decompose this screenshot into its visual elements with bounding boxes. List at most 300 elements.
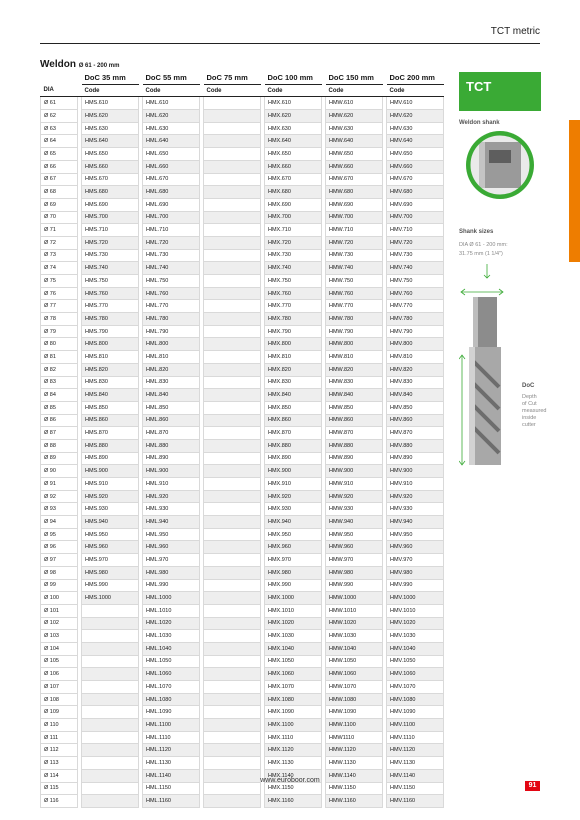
code-cell <box>82 757 139 770</box>
code-cell: HMX.900 <box>265 465 322 478</box>
code-cell: HMV.690 <box>387 198 444 211</box>
table-row <box>41 490 444 503</box>
code-cell <box>82 668 139 681</box>
code-cell <box>204 452 261 465</box>
table-row <box>41 173 444 186</box>
dia-cell: Ø 78 <box>41 313 78 326</box>
code-cell: HMW.1100 <box>326 719 383 732</box>
code-cell: HMX.780 <box>265 313 322 326</box>
doc-desc-line: Depth <box>522 394 537 400</box>
dia-cell: Ø 99 <box>41 579 78 592</box>
code-cell: HML.620 <box>143 110 200 123</box>
code-cell: HMS.750 <box>82 275 139 288</box>
code-cell: HMW.880 <box>326 439 383 452</box>
code-cell: HMX.840 <box>265 389 322 402</box>
code-cell: HML.1000 <box>143 592 200 605</box>
code-cell: HMX.760 <box>265 287 322 300</box>
code-cell: HMS.900 <box>82 465 139 478</box>
code-cell <box>204 439 261 452</box>
dia-cell: Ø 97 <box>41 554 78 567</box>
code-cell: HMX.700 <box>265 211 322 224</box>
code-cell <box>204 300 261 313</box>
code-cell: HMS.740 <box>82 262 139 275</box>
table-row <box>41 731 444 744</box>
table-row <box>41 503 444 516</box>
code-cell <box>204 731 261 744</box>
code-cell <box>204 617 261 630</box>
code-cell: HML.1120 <box>143 744 200 757</box>
code-cell: HMX.810 <box>265 351 322 364</box>
code-cell: HMX.930 <box>265 503 322 516</box>
code-cell: HMX.740 <box>265 262 322 275</box>
code-cell: HMX.920 <box>265 490 322 503</box>
code-cell: HMW.1130 <box>326 757 383 770</box>
code-cell: HML.950 <box>143 528 200 541</box>
dia-cell: Ø 88 <box>41 439 78 452</box>
code-cell <box>204 490 261 503</box>
code-cell: HMW.610 <box>326 97 383 110</box>
section-title: TCT metric <box>490 26 540 37</box>
code-cell: HML.970 <box>143 554 200 567</box>
weldon-shank-label: Weldon shank <box>459 120 500 126</box>
code-cell <box>204 275 261 288</box>
code-cell: HMS.760 <box>82 287 139 300</box>
footer-url: www.euroboor.com <box>260 777 320 784</box>
code-cell: HMX.720 <box>265 236 322 249</box>
code-cell: HMS.660 <box>82 160 139 173</box>
table-body <box>41 97 444 808</box>
code-cell <box>204 668 261 681</box>
code-cell: HML.960 <box>143 541 200 554</box>
dia-cell: Ø 110 <box>41 719 78 732</box>
code-cell: HMW.1060 <box>326 668 383 681</box>
table-row <box>41 287 444 300</box>
code-cell: HML.940 <box>143 516 200 529</box>
tct-badge: TCT <box>459 72 541 111</box>
code-cell: HMS.890 <box>82 452 139 465</box>
code-cell: HMV.1040 <box>387 642 444 655</box>
code-cell: HML.830 <box>143 376 200 389</box>
code-cell: HMV.870 <box>387 427 444 440</box>
code-cell <box>204 135 261 148</box>
code-cell: HMX.730 <box>265 249 322 262</box>
code-cell: HMW.1050 <box>326 655 383 668</box>
code-cell: HMW.740 <box>326 262 383 275</box>
table-row <box>41 592 444 605</box>
code-cell: HML.660 <box>143 160 200 173</box>
dia-cell: Ø 104 <box>41 642 78 655</box>
code-cell: HMX.950 <box>265 528 322 541</box>
code-cell: HML.780 <box>143 313 200 326</box>
code-cell <box>204 401 261 414</box>
code-cell: HMV.680 <box>387 186 444 199</box>
shank-sizes-line: DIA Ø 61 - 200 mm: <box>459 242 508 248</box>
dia-cell: Ø 83 <box>41 376 78 389</box>
table-row <box>41 681 444 694</box>
code-cell: HMW.1000 <box>326 592 383 605</box>
code-cell: HMS.680 <box>82 186 139 199</box>
table-row <box>41 313 444 326</box>
doc-label: DoC <box>522 383 535 389</box>
table-row <box>41 236 444 249</box>
code-cell: HMX.800 <box>265 338 322 351</box>
code-header: Code <box>143 84 200 97</box>
code-cell: HMW.970 <box>326 554 383 567</box>
code-cell: HMX.640 <box>265 135 322 148</box>
dia-cell: Ø 100 <box>41 592 78 605</box>
code-cell: HMV.910 <box>387 478 444 491</box>
code-cell: HMX.710 <box>265 224 322 237</box>
doc-desc-line: inside <box>522 415 537 421</box>
code-cell: HMW.950 <box>326 528 383 541</box>
code-cell: HML.1110 <box>143 731 200 744</box>
code-cell: HML.760 <box>143 287 200 300</box>
code-cell: HMW.760 <box>326 287 383 300</box>
table-row <box>41 719 444 732</box>
code-cell: HMX.990 <box>265 579 322 592</box>
dia-cell: Ø 65 <box>41 148 78 161</box>
code-cell: HMS.640 <box>82 135 139 148</box>
code-cell <box>204 503 261 516</box>
code-cell: HMV.1150 <box>387 782 444 795</box>
code-cell <box>204 693 261 706</box>
code-cell <box>204 363 261 376</box>
code-cell: HMW.830 <box>326 376 383 389</box>
code-cell: HMS.770 <box>82 300 139 313</box>
code-cell: HMW.840 <box>326 389 383 402</box>
code-cell: HMX.610 <box>265 97 322 110</box>
code-cell: HMV.840 <box>387 389 444 402</box>
code-cell: HMW.730 <box>326 249 383 262</box>
code-cell: HMW.650 <box>326 148 383 161</box>
code-cell: HMX.1130 <box>265 757 322 770</box>
code-cell: HMW.790 <box>326 325 383 338</box>
table-row <box>41 439 444 452</box>
code-cell: HMW.890 <box>326 452 383 465</box>
code-cell: HMV.1050 <box>387 655 444 668</box>
code-cell: HMX.850 <box>265 401 322 414</box>
code-cell: HML.910 <box>143 478 200 491</box>
code-cell <box>82 617 139 630</box>
code-cell: HMX.940 <box>265 516 322 529</box>
code-cell: HMV.960 <box>387 541 444 554</box>
dia-cell: Ø 94 <box>41 516 78 529</box>
code-cell: HMV.900 <box>387 465 444 478</box>
code-cell: HML.1020 <box>143 617 200 630</box>
doc-header: DoC 150 mm <box>326 72 383 84</box>
code-cell: HMS.830 <box>82 376 139 389</box>
code-cell: HMV.800 <box>387 338 444 351</box>
dia-cell: Ø 86 <box>41 414 78 427</box>
code-cell: HMV.670 <box>387 173 444 186</box>
dia-header-spacer <box>41 72 78 84</box>
dia-cell: Ø 72 <box>41 236 78 249</box>
code-cell: HML.1150 <box>143 782 200 795</box>
code-cell: HMW.690 <box>326 198 383 211</box>
code-cell: HMV.660 <box>387 160 444 173</box>
code-cell: HMS.780 <box>82 313 139 326</box>
code-cell: HMV.920 <box>387 490 444 503</box>
table-row <box>41 376 444 389</box>
code-cell <box>82 719 139 732</box>
code-cell: HMX.1140 <box>265 769 322 782</box>
code-cell: HML.990 <box>143 579 200 592</box>
code-cell: HML.1130 <box>143 757 200 770</box>
code-cell: HMW.1080 <box>326 693 383 706</box>
dia-cell: Ø 80 <box>41 338 78 351</box>
code-cell: HMV.890 <box>387 452 444 465</box>
code-cell: HMW.860 <box>326 414 383 427</box>
code-cell: HMX.820 <box>265 363 322 376</box>
code-cell <box>204 592 261 605</box>
code-cell: HMX.1050 <box>265 655 322 668</box>
dia-cell: Ø 61 <box>41 97 78 110</box>
code-cell: HMS.650 <box>82 148 139 161</box>
code-cell: HMV.740 <box>387 262 444 275</box>
dia-cell: Ø 75 <box>41 275 78 288</box>
code-cell: HMS.920 <box>82 490 139 503</box>
code-cell: HMW.1090 <box>326 706 383 719</box>
dia-cell: Ø 115 <box>41 782 78 795</box>
code-cell: HML.800 <box>143 338 200 351</box>
code-cell: HMV.1060 <box>387 668 444 681</box>
code-cell <box>204 630 261 643</box>
code-header: Code <box>387 84 444 97</box>
code-cell: HMW.960 <box>326 541 383 554</box>
table-row <box>41 516 444 529</box>
table-row <box>41 757 444 770</box>
table-row <box>41 110 444 123</box>
table-row <box>41 668 444 681</box>
code-cell: HML.1140 <box>143 769 200 782</box>
code-cell: HMV.1030 <box>387 630 444 643</box>
code-cell <box>204 642 261 655</box>
code-cell: HMS.950 <box>82 528 139 541</box>
dia-cell: Ø 69 <box>41 198 78 211</box>
code-cell: HMX.870 <box>265 427 322 440</box>
code-cell: HMX.1110 <box>265 731 322 744</box>
code-cell: HMX.1100 <box>265 719 322 732</box>
shank-sizes-label: Shank sizes <box>459 229 494 235</box>
code-cell: HMV.1120 <box>387 744 444 757</box>
doc-desc-line: measured <box>522 408 547 414</box>
code-cell <box>82 795 139 808</box>
code-cell: HMX.1070 <box>265 681 322 694</box>
dia-cell: Ø 62 <box>41 110 78 123</box>
table-row <box>41 351 444 364</box>
code-cell: HMS.810 <box>82 351 139 364</box>
code-cell: HMX.1160 <box>265 795 322 808</box>
table-row <box>41 744 444 757</box>
code-cell: HMS.930 <box>82 503 139 516</box>
code-cell: HML.850 <box>143 401 200 414</box>
table-row <box>41 566 444 579</box>
code-cell <box>204 173 261 186</box>
table-row <box>41 186 444 199</box>
code-cell: HMW.850 <box>326 401 383 414</box>
code-cell <box>82 744 139 757</box>
code-cell: HML.670 <box>143 173 200 186</box>
code-cell: HMX.790 <box>265 325 322 338</box>
code-cell: HMX.670 <box>265 173 322 186</box>
dia-cell: Ø 116 <box>41 795 78 808</box>
code-cell <box>204 148 261 161</box>
doc-header: DoC 55 mm <box>143 72 200 84</box>
code-cell: HML.890 <box>143 452 200 465</box>
code-cell: HMW.940 <box>326 516 383 529</box>
code-cell <box>204 236 261 249</box>
code-cell: HML.770 <box>143 300 200 313</box>
code-cell <box>82 630 139 643</box>
code-cell: HML.690 <box>143 198 200 211</box>
code-cell: HMV.980 <box>387 566 444 579</box>
table-row <box>41 427 444 440</box>
table-row <box>41 795 444 808</box>
code-cell <box>82 655 139 668</box>
code-cell: HMX.1150 <box>265 782 322 795</box>
code-cell: HMX.680 <box>265 186 322 199</box>
dia-cell: Ø 91 <box>41 478 78 491</box>
table-title <box>40 59 119 70</box>
table-row <box>41 148 444 161</box>
code-cell <box>204 516 261 529</box>
code-cell: HMS.800 <box>82 338 139 351</box>
code-cell: HMW.750 <box>326 275 383 288</box>
code-cell: HMW.720 <box>326 236 383 249</box>
code-cell: HMW.770 <box>326 300 383 313</box>
code-cell: HMV.1140 <box>387 769 444 782</box>
code-cell: HMX.830 <box>265 376 322 389</box>
code-cell: HMW.1120 <box>326 744 383 757</box>
code-cell: HML.1160 <box>143 795 200 808</box>
code-cell <box>82 731 139 744</box>
code-cell <box>204 262 261 275</box>
code-cell: HMS.940 <box>82 516 139 529</box>
dia-cell: Ø 79 <box>41 325 78 338</box>
dia-cell: Ø 92 <box>41 490 78 503</box>
code-cell: HML.710 <box>143 224 200 237</box>
table-row <box>41 160 444 173</box>
code-cell: HML.1030 <box>143 630 200 643</box>
code-cell: HMW.680 <box>326 186 383 199</box>
code-cell: HMV.1130 <box>387 757 444 770</box>
table-row <box>41 655 444 668</box>
code-cell: HMW.1150 <box>326 782 383 795</box>
code-cell <box>204 97 261 110</box>
code-cell: HMX.1090 <box>265 706 322 719</box>
shank-sizes-line: 31.75 mm (1 1/4") <box>459 251 503 257</box>
code-cell: HMW.630 <box>326 122 383 135</box>
code-cell: HMW.1030 <box>326 630 383 643</box>
code-cell: HMV.720 <box>387 236 444 249</box>
dia-cell: Ø 105 <box>41 655 78 668</box>
code-header: Code <box>204 84 261 97</box>
code-cell <box>82 642 139 655</box>
code-cell: HMV.1100 <box>387 719 444 732</box>
code-cell <box>204 541 261 554</box>
code-cell: HMV.760 <box>387 287 444 300</box>
code-cell: HMV.780 <box>387 313 444 326</box>
code-cell: HML.1080 <box>143 693 200 706</box>
code-cell <box>204 681 261 694</box>
code-cell: HMV.860 <box>387 414 444 427</box>
table-row <box>41 389 444 402</box>
code-cell: HMW.930 <box>326 503 383 516</box>
code-cell: HMW.810 <box>326 351 383 364</box>
dia-cell: Ø 114 <box>41 769 78 782</box>
code-cell: HMW.670 <box>326 173 383 186</box>
code-cell: HMV.820 <box>387 363 444 376</box>
code-cell: HML.980 <box>143 566 200 579</box>
code-cell: HML.1090 <box>143 706 200 719</box>
code-cell: HMV.710 <box>387 224 444 237</box>
code-header: Code <box>82 84 139 97</box>
code-cell: HMX.750 <box>265 275 322 288</box>
code-cell <box>204 744 261 757</box>
code-cell: HMS.910 <box>82 478 139 491</box>
code-cell: HMV.730 <box>387 249 444 262</box>
code-cell <box>204 706 261 719</box>
dia-cell: Ø 89 <box>41 452 78 465</box>
code-cell <box>204 211 261 224</box>
table-row <box>41 579 444 592</box>
dia-cell: Ø 66 <box>41 160 78 173</box>
dia-cell: Ø 64 <box>41 135 78 148</box>
table-row <box>41 452 444 465</box>
code-cell: HMW.990 <box>326 579 383 592</box>
dia-cell: Ø 77 <box>41 300 78 313</box>
code-cell: HMW.980 <box>326 566 383 579</box>
code-cell: HMX.1120 <box>265 744 322 757</box>
code-cell: HMX.1080 <box>265 693 322 706</box>
code-cell: HMV.1110 <box>387 731 444 744</box>
dia-cell: Ø 71 <box>41 224 78 237</box>
table-row <box>41 249 444 262</box>
doc-header: DoC 35 mm <box>82 72 139 84</box>
code-cell: HMS.710 <box>82 224 139 237</box>
dia-cell: Ø 76 <box>41 287 78 300</box>
table-row <box>41 135 444 148</box>
code-cell: HMX.1000 <box>265 592 322 605</box>
dia-cell: Ø 108 <box>41 693 78 706</box>
code-cell: HMW.620 <box>326 110 383 123</box>
code-cell: HML.900 <box>143 465 200 478</box>
table-row <box>41 465 444 478</box>
dia-cell: Ø 103 <box>41 630 78 643</box>
code-cell: HMV.1090 <box>387 706 444 719</box>
code-cell: HMS.850 <box>82 401 139 414</box>
table-row <box>41 617 444 630</box>
code-cell: HMW.1070 <box>326 681 383 694</box>
code-cell: HMV.630 <box>387 122 444 135</box>
code-cell: HML.790 <box>143 325 200 338</box>
code-cell: HML.700 <box>143 211 200 224</box>
code-cell: HMW.640 <box>326 135 383 148</box>
code-cell: HMW.1140 <box>326 769 383 782</box>
code-cell: HML.1100 <box>143 719 200 732</box>
code-cell: HMX.860 <box>265 414 322 427</box>
table-row <box>41 414 444 427</box>
dia-cell: Ø 93 <box>41 503 78 516</box>
table-row <box>41 630 444 643</box>
dia-cell: Ø 84 <box>41 389 78 402</box>
code-cell: HMX.1060 <box>265 668 322 681</box>
dia-cell: Ø 74 <box>41 262 78 275</box>
code-cell: HMV.940 <box>387 516 444 529</box>
dia-cell: Ø 107 <box>41 681 78 694</box>
code-cell: HMW.1020 <box>326 617 383 630</box>
code-cell: HMS.700 <box>82 211 139 224</box>
